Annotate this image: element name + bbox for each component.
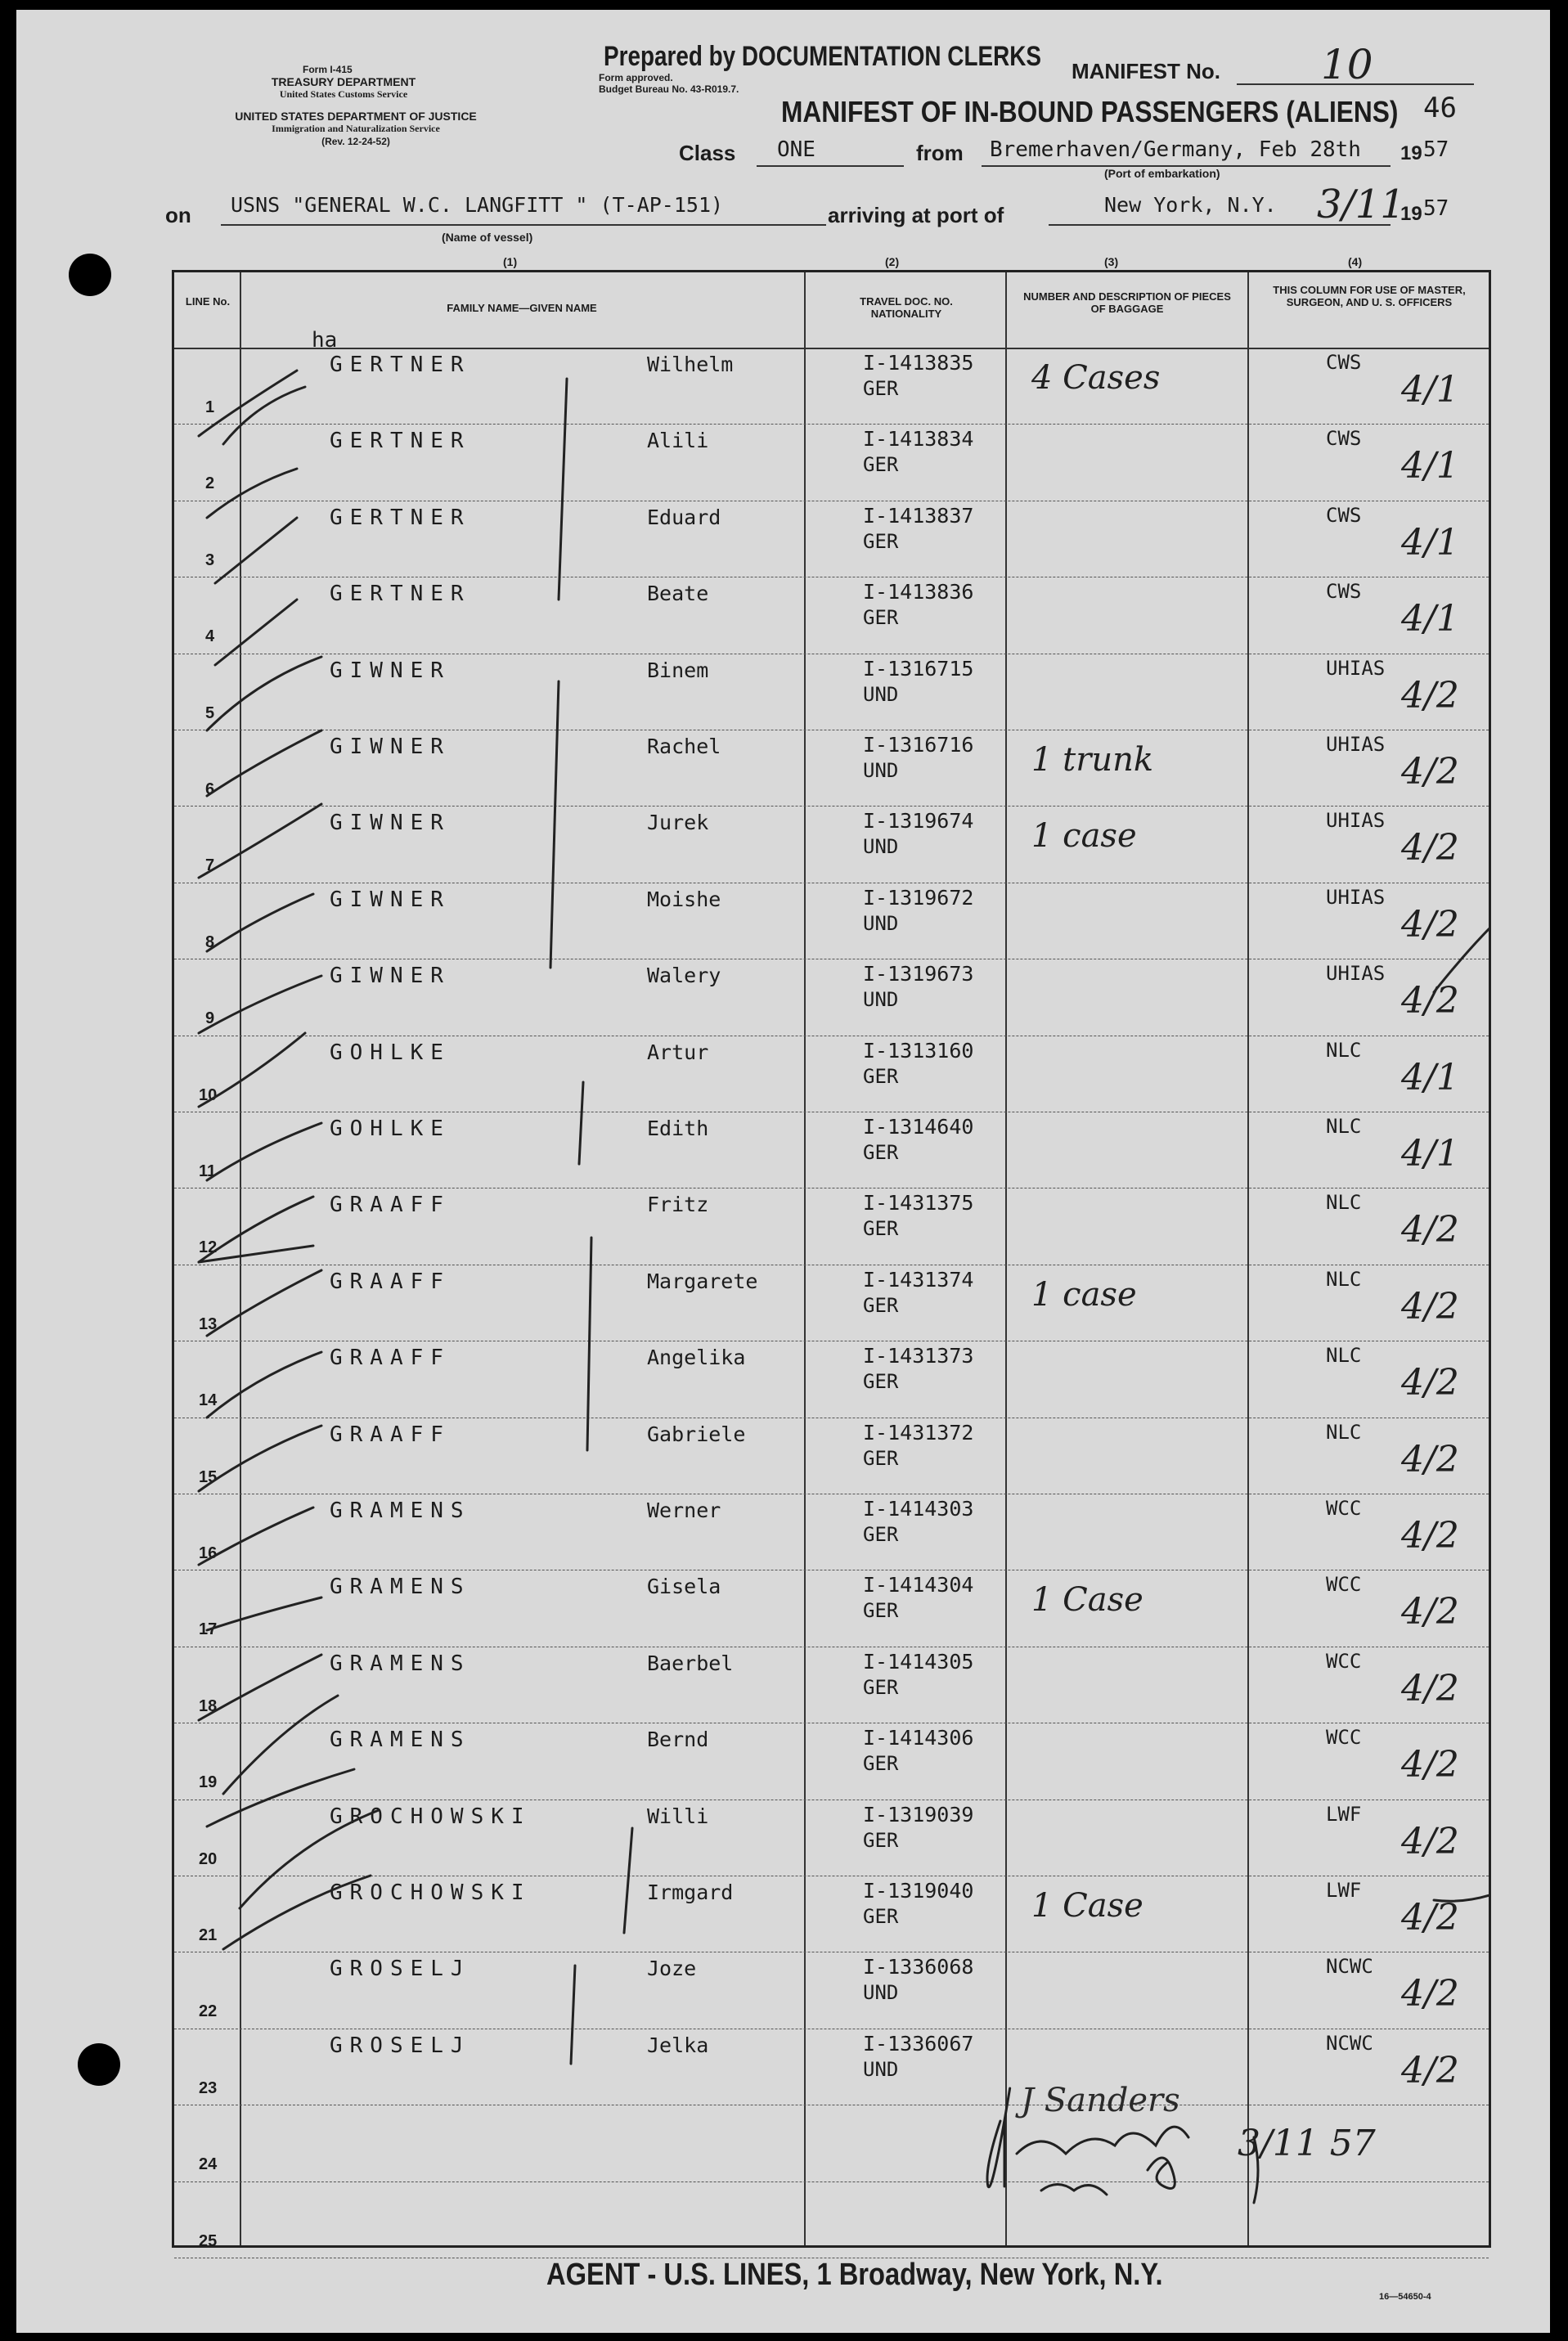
nationality: GER [863, 1064, 899, 1088]
manifest-number: 10 [1321, 41, 1373, 88]
officer-tally: 4/2 [1401, 903, 1459, 946]
on-label: on [165, 203, 191, 227]
officer-tally: 4/2 [1401, 1438, 1459, 1481]
travel-doc-number: I-1431375 [863, 1191, 974, 1215]
from-label: from [916, 141, 964, 165]
line-number: 11 [199, 1162, 217, 1180]
line-number: 18 [199, 1696, 218, 1715]
from-value: Bremerhaven/Germany, Feb 28th [990, 137, 1361, 162]
form-approved: Form approved. [599, 72, 673, 83]
line-number: 13 [199, 1314, 218, 1333]
given-name: Alili [647, 429, 709, 453]
nationality: GER [863, 1905, 899, 1928]
nationality: GER [863, 1523, 899, 1546]
officer-tally: 4/2 [1401, 2049, 1459, 2092]
line-number: 19 [199, 1773, 218, 1792]
passenger-table [172, 270, 1491, 2248]
line-number: 21 [199, 1926, 218, 1944]
officer-tally: 4/2 [1401, 1515, 1459, 1557]
from-year: 57 [1423, 137, 1449, 162]
baggage-description: 1 trunk [1031, 741, 1154, 779]
class-label: Class [679, 141, 736, 165]
line-number: 20 [199, 1849, 218, 1868]
given-name: Fritz [647, 1193, 709, 1217]
given-name: Moishe [647, 887, 721, 911]
arrival-year: 57 [1423, 196, 1449, 221]
travel-doc-number: I-1319039 [863, 1802, 974, 1827]
baggage-description: 1 case [1031, 817, 1137, 856]
punch-hole-bottom [78, 2043, 120, 2086]
from-year-prefix: 19 [1400, 142, 1422, 164]
line-number: 14 [199, 1391, 218, 1410]
customs-service: United States Customs Service [279, 88, 408, 100]
agency-code: UHIAS [1326, 656, 1386, 680]
travel-doc-number: I-1413835 [863, 351, 974, 375]
travel-doc-number: I-1319673 [863, 962, 974, 986]
signature-scribble [174, 272, 1489, 2245]
travel-doc-number: I-1414305 [863, 1649, 974, 1674]
nationality: UND [863, 682, 899, 706]
given-name: Gisela [647, 1575, 721, 1599]
travel-doc-number: I-1319672 [863, 885, 974, 910]
family-name: GIWNER [330, 887, 451, 912]
given-name: Gabriele [647, 1422, 746, 1446]
agency-code: CWS [1326, 503, 1362, 527]
agency-code: NLC [1326, 1191, 1362, 1215]
travel-doc-number: I-1414303 [863, 1497, 974, 1521]
given-name: Jelka [647, 2033, 709, 2057]
nationality: GER [863, 1828, 899, 1852]
line-number: 17 [199, 1620, 218, 1639]
column-header-line-no: LINE No. [185, 295, 231, 308]
travel-doc-number: I-1316716 [863, 733, 974, 757]
form-revision: (Rev. 12-24-52) [321, 136, 390, 147]
nationality: GER [863, 1141, 899, 1164]
column-header-officers: THIS COLUMN FOR USE OF MASTER, SURGEON, AND U. S. OFFICERS [1273, 284, 1466, 308]
travel-doc-number: I-1313160 [863, 1038, 974, 1063]
arrival-year-prefix: 19 [1400, 203, 1422, 225]
family-name: GERTNER [330, 429, 471, 454]
agency-code: LWF [1326, 1802, 1362, 1826]
given-name: Joze [647, 1957, 697, 1981]
family-name: GRAMENS [330, 1499, 471, 1523]
agency-code: WCC [1326, 1649, 1362, 1673]
officer-tally: 4/1 [1401, 369, 1459, 411]
line-number: 9 [205, 1009, 215, 1028]
form-number: Form I-415 [303, 64, 353, 75]
given-name: Jurek [647, 811, 709, 835]
nationality: GER [863, 529, 899, 553]
family-name: GERTNER [330, 505, 471, 530]
family-name: GROSELJ [330, 2033, 471, 2058]
baggage-description: 1 Case [1031, 1887, 1143, 1925]
officer-tally: 4/1 [1401, 445, 1459, 488]
nationality: GER [863, 377, 899, 400]
agent-footer: AGENT - U.S. LINES, 1 Broadway, New York, N.Y. [546, 2258, 1163, 2292]
nationality: UND [863, 911, 899, 935]
agency-code: CWS [1326, 580, 1362, 604]
travel-doc-number: I-1414304 [863, 1573, 974, 1597]
nationality: GER [863, 1217, 899, 1241]
agency-code: CWS [1326, 351, 1362, 374]
line-number: 22 [199, 2002, 218, 2021]
form-code: 16—54650-4 [1379, 2292, 1431, 2302]
column-number-3: (3) [1104, 255, 1119, 268]
nationality: UND [863, 1981, 899, 2005]
agency-code: UHIAS [1326, 962, 1386, 986]
manifest-page [16, 10, 1550, 2333]
line-number: 23 [199, 2078, 218, 2097]
signature-date: 3/11 57 [1238, 2123, 1376, 2164]
officer-tally: 4/2 [1401, 1362, 1459, 1404]
agency-code: WCC [1326, 1573, 1362, 1597]
line-number: 3 [205, 550, 215, 569]
nationality: UND [863, 988, 899, 1012]
line-number: 8 [205, 932, 215, 951]
baggage-description: 1 Case [1031, 1581, 1143, 1620]
agency-code: UHIAS [1326, 885, 1386, 909]
given-name: Walery [647, 964, 721, 988]
class-value: ONE [777, 137, 815, 162]
line-number: 4 [205, 627, 215, 646]
family-name: GOHLKE [330, 1040, 451, 1065]
travel-doc-number: I-1316715 [863, 656, 974, 681]
family-name: GOHLKE [330, 1117, 451, 1141]
nationality: UND [863, 759, 899, 782]
line-number: 24 [199, 2155, 218, 2174]
budget-bureau: Budget Bureau No. 43-R019.7. [599, 83, 739, 95]
signature: J Sanders [1021, 2082, 1180, 2119]
prepared-by-stamp: Prepared by DOCUMENTATION CLERKS [604, 41, 1041, 72]
given-name: Binem [647, 658, 709, 682]
officer-tally: 4/2 [1401, 980, 1459, 1022]
line-number: 5 [205, 703, 215, 722]
travel-doc-number: I-1431372 [863, 1420, 974, 1445]
nationality: GER [863, 606, 899, 630]
line-number: 2 [205, 474, 215, 493]
given-name: Irmgard [647, 1880, 734, 1904]
given-name: Eduard [647, 505, 721, 529]
travel-doc-number: I-1431374 [863, 1267, 974, 1292]
family-name: GRAAFF [330, 1346, 451, 1371]
line-number: 25 [199, 2231, 218, 2250]
line-number: 15 [199, 1467, 218, 1486]
given-name: Angelika [647, 1346, 746, 1370]
agency-code: WCC [1326, 1726, 1362, 1750]
officer-tally: 4/2 [1401, 1591, 1459, 1633]
officer-tally: 4/2 [1401, 1744, 1459, 1786]
agency-code: NCWC [1326, 2031, 1373, 2055]
nationality: GER [863, 1446, 899, 1470]
officer-tally: 4/2 [1401, 674, 1459, 717]
arrival-date: 3/11 [1317, 182, 1405, 227]
travel-doc-number: I-1413836 [863, 580, 974, 604]
nationality: UND [863, 835, 899, 859]
treasury-department: TREASURY DEPARTMENT [271, 75, 416, 88]
travel-doc-number: I-1336068 [863, 1955, 974, 1979]
officer-tally: 4/1 [1401, 521, 1459, 564]
line-number: 10 [199, 1085, 218, 1104]
nationality: GER [863, 1293, 899, 1317]
officer-tally: 4/2 [1401, 751, 1459, 793]
line-number: 7 [205, 856, 215, 875]
nationality: GER [863, 453, 899, 477]
line-number: 6 [205, 780, 215, 798]
agency-code: CWS [1326, 427, 1362, 451]
arriving-label: arriving at port of [828, 203, 1004, 227]
arrival-port: New York, N.Y. [1104, 193, 1277, 217]
agency-code: NLC [1326, 1038, 1362, 1062]
given-name: Beate [647, 582, 709, 606]
family-name: GROCHOWSKI [330, 1880, 532, 1905]
given-name: Bernd [647, 1728, 709, 1752]
column-header-baggage: NUMBER AND DESCRIPTION OF PIECES OF BAGGAGE [1023, 290, 1231, 315]
agency-code: UHIAS [1326, 809, 1386, 833]
travel-doc-number: I-1319674 [863, 809, 974, 834]
agency-code: NLC [1326, 1344, 1362, 1368]
officer-tally: 4/2 [1401, 1820, 1459, 1862]
officer-tally: 4/2 [1401, 1667, 1459, 1710]
nationality: GER [863, 1752, 899, 1776]
given-name: Artur [647, 1040, 709, 1064]
agency-code: UHIAS [1326, 733, 1386, 756]
baggage-description: 4 Cases [1031, 359, 1161, 397]
baggage-description: 1 case [1031, 1275, 1137, 1314]
travel-doc-number: I-1413837 [863, 503, 974, 528]
column-number-2: (2) [885, 255, 900, 268]
column-header-travel-doc: TRAVEL DOC. NO. NATIONALITY [860, 295, 953, 320]
travel-doc-number: I-1336067 [863, 2031, 974, 2056]
column-number-4: (4) [1348, 255, 1363, 268]
family-name: GIWNER [330, 811, 451, 836]
family-name: GRAAFF [330, 1193, 451, 1218]
line-number: 12 [199, 1238, 218, 1257]
agency-code: NLC [1326, 1267, 1362, 1291]
officer-tally: 4/2 [1401, 1285, 1459, 1328]
punch-hole-top [69, 254, 111, 296]
nationality: GER [863, 1370, 899, 1394]
agency-code: LWF [1326, 1879, 1362, 1902]
family-name: GROSELJ [330, 1957, 471, 1982]
page-number: 46 [1423, 92, 1457, 124]
travel-doc-number: I-1314640 [863, 1115, 974, 1139]
given-name: Baerbel [647, 1651, 734, 1675]
vessel-underline [221, 224, 826, 226]
family-name: GRAMENS [330, 1651, 471, 1676]
given-name: Werner [647, 1499, 721, 1522]
agency-code: WCC [1326, 1497, 1362, 1520]
line-number: 16 [199, 1544, 218, 1562]
agency-code: NLC [1326, 1420, 1362, 1444]
officer-tally: 4/1 [1401, 598, 1459, 640]
family-name: GRAAFF [330, 1269, 451, 1294]
officer-tally: 4/1 [1401, 1133, 1459, 1175]
family-name: GRAMENS [330, 1575, 471, 1600]
immigration-service: Immigration and Naturalization Service [272, 123, 440, 134]
port-embarkation-caption: (Port of embarkation) [1104, 167, 1220, 180]
travel-doc-number: I-1431373 [863, 1344, 974, 1368]
column-number-1: (1) [503, 255, 518, 268]
family-name: GERTNER [330, 353, 471, 377]
officer-tally: 4/2 [1401, 1209, 1459, 1251]
travel-doc-number: I-1319040 [863, 1879, 974, 1903]
vessel-name: USNS "GENERAL W.C. LANGFITT " (T-AP-151) [231, 193, 724, 217]
officer-tally: 4/1 [1401, 1056, 1459, 1099]
family-name: GRAAFF [330, 1422, 451, 1447]
given-name: Edith [647, 1117, 709, 1140]
nationality: UND [863, 2057, 899, 2081]
family-name: GROCHOWSKI [330, 1804, 532, 1829]
nationality: GER [863, 1599, 899, 1623]
class-underline [757, 165, 904, 167]
given-name: Rachel [647, 735, 721, 758]
officer-tally: 4/2 [1401, 1897, 1459, 1939]
family-name: GRAMENS [330, 1728, 471, 1753]
department-of-justice: UNITED STATES DEPARTMENT OF JUSTICE [235, 110, 477, 123]
agency-code: NCWC [1326, 1955, 1373, 1979]
manifest-title: MANIFEST OF IN-BOUND PASSENGERS (ALIENS) [781, 95, 1399, 128]
family-name: GIWNER [330, 964, 451, 989]
given-name: Margarete [647, 1269, 758, 1293]
stray-note: ha [312, 328, 338, 353]
officer-tally: 4/2 [1401, 1973, 1459, 2015]
given-name: Wilhelm [647, 353, 734, 376]
agency-code: NLC [1326, 1115, 1362, 1138]
given-name: Willi [647, 1804, 709, 1828]
officer-tally: 4/2 [1401, 827, 1459, 869]
family-name: GERTNER [330, 582, 471, 607]
manifest-number-label: MANIFEST No. [1072, 59, 1220, 83]
line-number: 1 [205, 398, 215, 416]
vessel-caption: (Name of vessel) [442, 231, 533, 244]
travel-doc-number: I-1414306 [863, 1726, 974, 1750]
nationality: GER [863, 1675, 899, 1699]
family-name: GIWNER [330, 735, 451, 759]
family-name: GIWNER [330, 658, 451, 683]
column-header-family-name: FAMILY NAME—GIVEN NAME [447, 302, 597, 314]
travel-doc-number: I-1413834 [863, 427, 974, 452]
